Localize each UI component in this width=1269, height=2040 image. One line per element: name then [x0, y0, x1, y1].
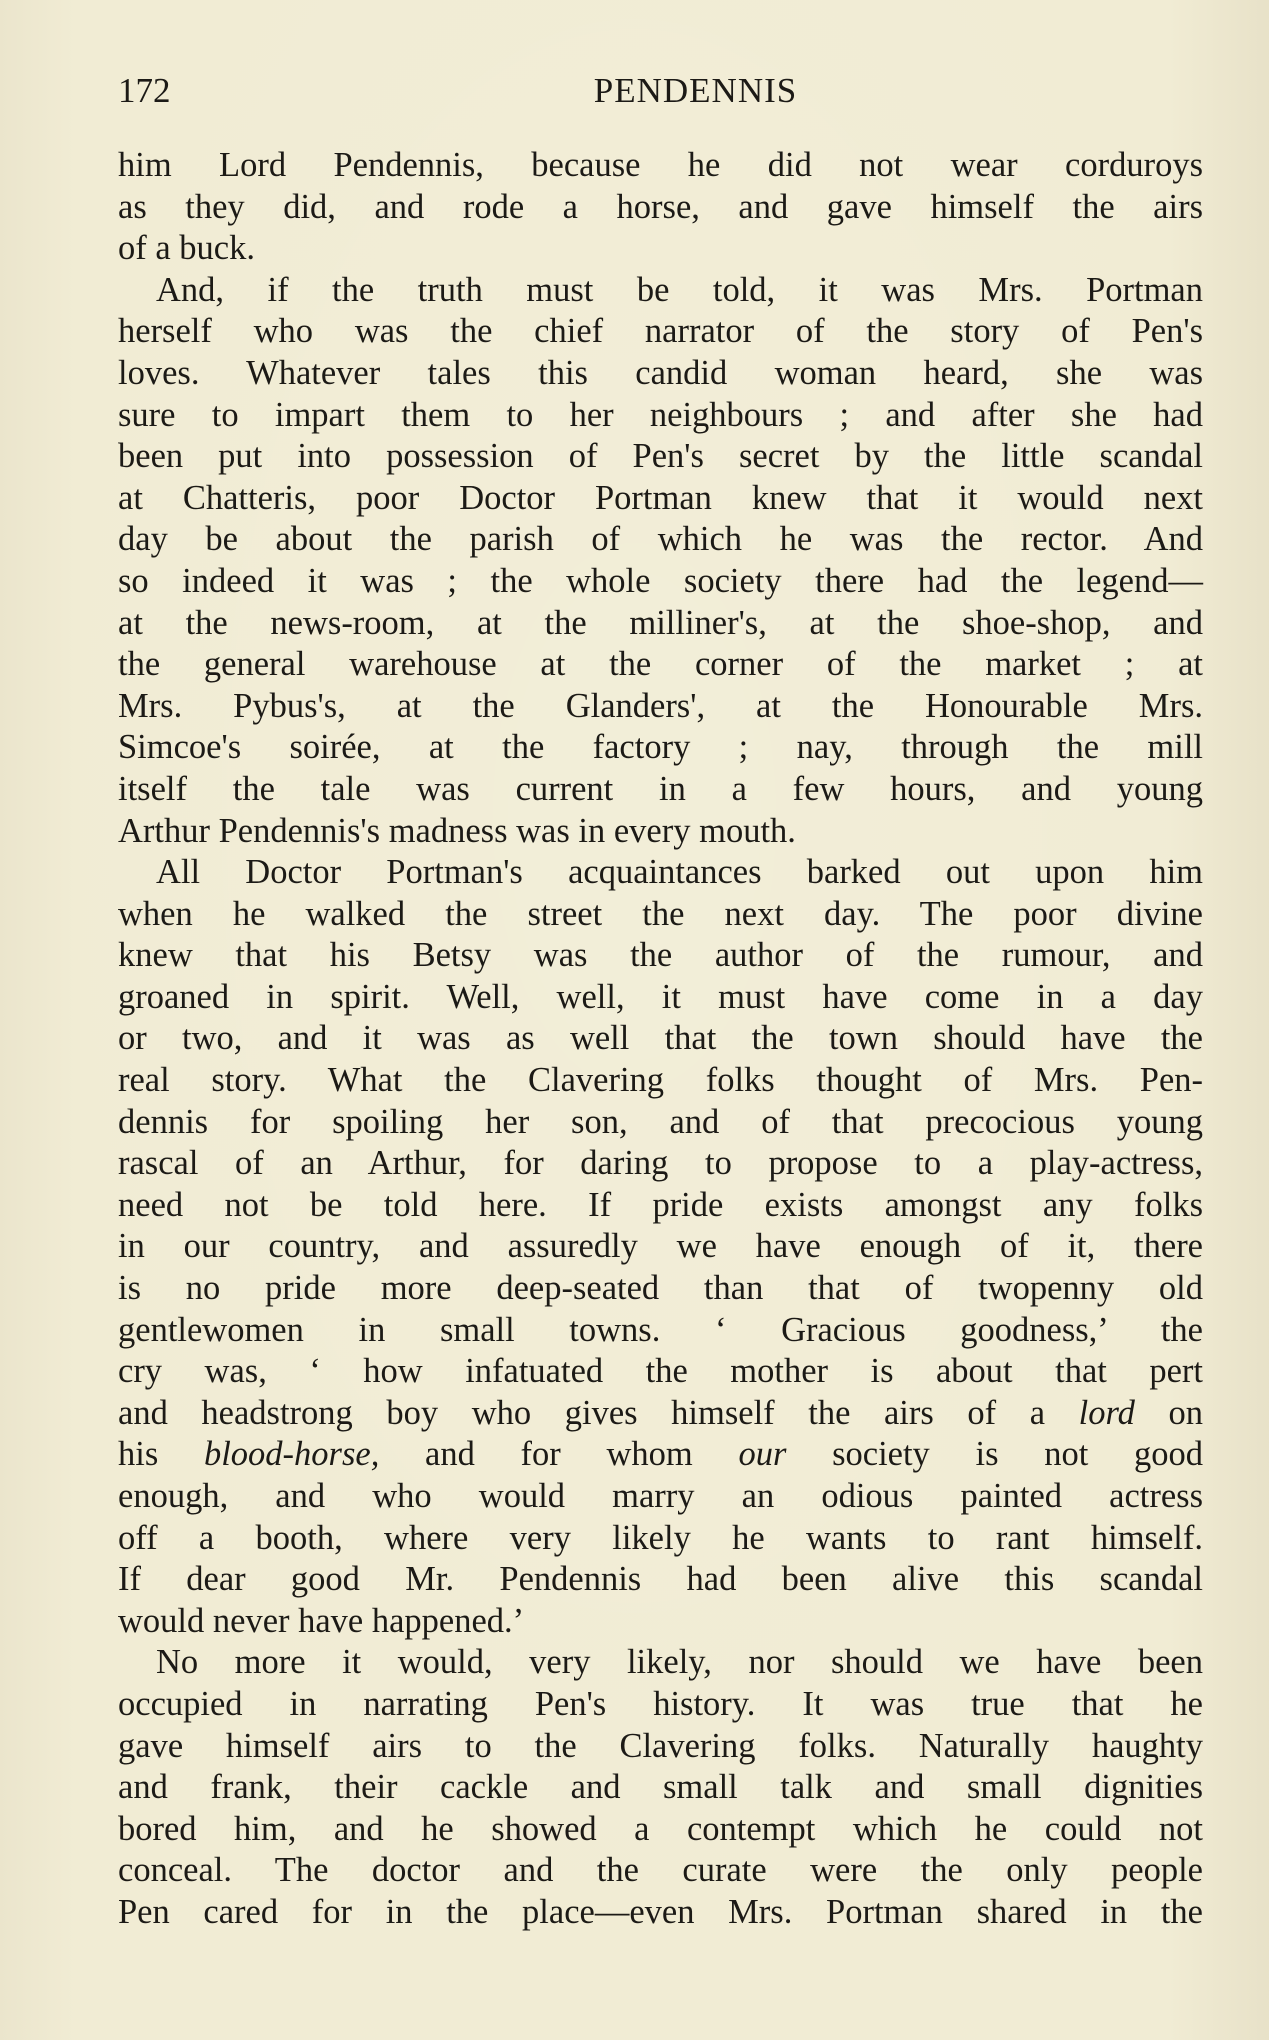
text-line: and frank, their cackle and small talk and small dignities	[118, 1768, 1203, 1807]
text-line: dennis for spoiling her son, and of that precocious young	[118, 1102, 1203, 1141]
text-line: Arthur Pendennis's madness was in every mouth.	[118, 811, 796, 850]
text-line: real story. What the Clavering folks thought of Mrs. Pen-	[118, 1061, 1203, 1100]
text-line: cry was, ‘ how infatuated the mother is about that pert	[118, 1352, 1203, 1391]
text-segment: his	[118, 1435, 204, 1474]
text-line: herself who was the chief narrator of the story of Pen's	[118, 312, 1203, 351]
text-line: bored him, and he showed a contempt which he could not	[118, 1809, 1203, 1848]
text-line: No more it would, very likely, nor should we have been	[156, 1643, 1203, 1682]
text-line: gave himself airs to the Clavering folks. Naturally haughty	[118, 1726, 1203, 1765]
text-line: occupied in narrating Pen's history. It was true that he	[118, 1684, 1203, 1723]
text-line: need not be told here. If pride exists amongst any folks	[118, 1185, 1203, 1224]
text-line: when he walked the street the next day. The poor divine	[118, 894, 1203, 933]
text-line: enough, and who would marry an odious painted actress	[118, 1477, 1203, 1515]
text-segment: and for whom	[379, 1435, 739, 1474]
text-line	[118, 1434, 1203, 1476]
text-line: day be about the parish of which he was the rector. And	[118, 520, 1203, 559]
text-line: gentlewomen in small towns. ‘ Gracious goodness,’ the	[118, 1310, 1203, 1349]
text-line	[118, 1393, 1203, 1435]
text-line: in our country, and assuredly we have enough of it, there	[118, 1227, 1203, 1266]
text-segment: on	[1134, 1393, 1203, 1432]
text-line: as they did, and rode a horse, and gave himself the airs	[118, 187, 1203, 226]
text-line: groaned in spirit. Well, well, it must have come in a day	[118, 977, 1203, 1016]
text-line: of a buck.	[118, 229, 255, 268]
text-line: If dear good Mr. Pendennis had been alive this scandal	[118, 1560, 1203, 1599]
text-line: so indeed it was ; the whole society there had the legend—	[118, 561, 1203, 600]
text-line: been put into possession of Pen's secret by the little scandal	[118, 437, 1203, 476]
text-line: itself the tale was current in a few hours, and young	[118, 769, 1203, 808]
text-line: is no pride more deep-seated than that of twopenny old	[118, 1269, 1203, 1308]
text-line: would never have happened.’	[118, 1601, 525, 1640]
text-line: him Lord Pendennis, because he did not wear corduroys	[118, 146, 1203, 184]
text-line: All Doctor Portman's acquaintances barked out upon him	[156, 853, 1203, 892]
text-line: Mrs. Pybus's, at the Glanders', at the Honourable Mrs.	[118, 686, 1203, 725]
text-segment: society is not good	[786, 1435, 1203, 1474]
body-text	[118, 145, 1203, 1934]
text-line: rascal of an Arthur, for daring to propose to a play-actress,	[118, 1144, 1203, 1183]
italic-text: our	[738, 1435, 787, 1474]
page-number: 172	[118, 71, 171, 110]
text-segment: and headstrong boy who gives himself the airs of a	[118, 1393, 1079, 1432]
text-line: sure to impart them to her neighbours ; and after she had	[118, 395, 1203, 434]
page-header	[118, 66, 1203, 116]
text-line: off a booth, where very likely he wants to rant himself.	[118, 1518, 1203, 1557]
text-line: And, if the truth must be told, it was Mrs. Portman	[156, 270, 1203, 309]
text-line: or two, and it was as well that the town should have the	[118, 1019, 1203, 1058]
text-line: Pen cared for in the place—even Mrs. Portman shared in the	[118, 1892, 1203, 1931]
italic-text: blood-horse,	[203, 1435, 380, 1474]
italic-text: lord	[1078, 1393, 1135, 1432]
text-line: Simcoe's soirée, at the factory ; nay, through the mill	[118, 728, 1203, 767]
text-line: knew that his Betsy was the author of the rumour, and	[118, 936, 1203, 975]
text-line: the general warehouse at the corner of the market ; at	[118, 645, 1203, 684]
text-line: at Chatteris, poor Doctor Portman knew that it would next	[118, 478, 1203, 517]
running-title: PENDENNIS	[593, 71, 798, 110]
text-line: conceal. The doctor and the curate were the only people	[118, 1851, 1203, 1890]
text-line: at the news-room, at the milliner's, at the shoe-shop, and	[118, 603, 1203, 642]
text-line: loves. Whatever tales this candid woman heard, she was	[118, 353, 1203, 392]
